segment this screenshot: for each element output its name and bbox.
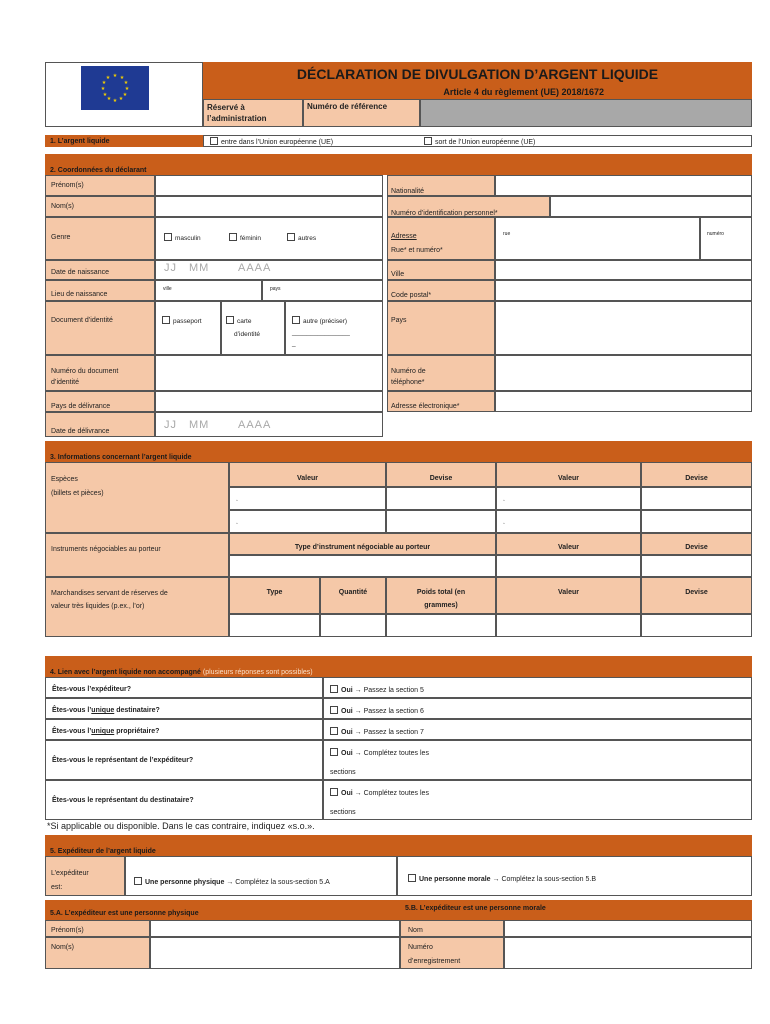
section-4-header: 4. Lien avec l’argent liquide non accompagné (plusieurs réponses sont possibles): [45, 656, 752, 677]
enters-eu-checkbox[interactable]: entre dans l’Union européenne (UE): [210, 137, 333, 147]
section-3-header: 3. Informations concernant l’argent liquide: [45, 441, 752, 462]
link-question-row: Êtes-vous l’unique propriétaire?: [45, 719, 323, 740]
cash-currency-field[interactable]: [641, 487, 752, 510]
city-label: Ville: [387, 260, 495, 280]
issue-date-label: Date de délivrance: [45, 412, 155, 437]
cash-currency-field[interactable]: [386, 487, 496, 510]
link-answer-checkbox[interactable]: Oui → Passez la section 5: [323, 677, 752, 698]
email-label: Adresse électronique*: [387, 391, 495, 412]
reference-number-label: Numéro de référence: [303, 99, 420, 127]
section-1-label: 1. L’argent liquide: [45, 135, 203, 147]
section-5a-header: 5.A. L’expéditeur est une personne physique: [45, 900, 400, 920]
personal-id-label: Numéro d’identification personnel*: [387, 196, 550, 217]
gender-male-checkbox[interactable]: masculin: [164, 233, 201, 243]
instrument-currency-field[interactable]: [641, 555, 752, 577]
passport-option[interactable]: passeport: [155, 301, 221, 355]
company-name-label: Nom: [400, 920, 504, 937]
cash-value-header-1: Valeur: [229, 462, 386, 487]
birth-country-field[interactable]: pays: [262, 280, 383, 301]
svg-text:★: ★: [123, 80, 129, 86]
house-number-field[interactable]: numéro: [700, 217, 752, 260]
id-card-option[interactable]: carte d’identité: [221, 301, 285, 355]
commodity-quantity-field[interactable]: [320, 614, 386, 637]
link-question-row: Êtes-vous le représentant de l’expéditeur?: [45, 740, 323, 780]
phone-field[interactable]: [495, 355, 752, 391]
natural-person-option[interactable]: Une personne physique → Complétez la sous-section 5.A: [125, 856, 397, 896]
document-number-field[interactable]: [155, 355, 383, 391]
section-5b-header: 5.B. L’expéditeur est une personne morale: [400, 900, 752, 920]
cash-value-field[interactable]: ◦: [229, 510, 386, 533]
registration-number-field[interactable]: [504, 937, 752, 969]
legal-person-option[interactable]: Une personne morale → Complétez la sous-section 5.B: [397, 856, 752, 896]
postal-code-label: Code postal*: [387, 280, 495, 301]
svg-text:★: ★: [106, 96, 112, 102]
document-number-label: Numéro du document d’identité: [45, 355, 155, 391]
personal-id-field[interactable]: [550, 196, 752, 217]
email-field[interactable]: [495, 391, 752, 412]
section-5-header: 5. Expéditeur de l’argent liquide: [45, 835, 752, 856]
page-subtitle: Article 4 du règlement (UE) 2018/1672: [443, 87, 604, 97]
reference-number-field[interactable]: [420, 99, 752, 127]
commodity-weight-header: Poids total (en grammes): [386, 577, 496, 614]
cash-currency-field[interactable]: [386, 510, 496, 533]
phone-label: Numéro de téléphone*: [387, 355, 495, 391]
gender-female-checkbox[interactable]: féminin: [229, 233, 261, 243]
footnote: *Si applicable ou disponible. Dans le cas contraire, indiquez «s.o.».: [47, 821, 315, 831]
instrument-value-header: Valeur: [496, 533, 641, 555]
cash-value-field[interactable]: ◦: [496, 510, 641, 533]
gender-label: Genre: [45, 217, 155, 260]
commodity-currency-field[interactable]: [641, 614, 752, 637]
issuing-country-label: Pays de délivrance: [45, 391, 155, 412]
address-label: Adresse Rue* et numéro*: [387, 217, 495, 260]
other-document-option[interactable]: autre (préciser) ________________ _: [285, 301, 383, 355]
gender-options: [155, 217, 383, 260]
commodity-weight-field[interactable]: [386, 614, 496, 637]
link-answer-checkbox[interactable]: Oui → Complétez toutes les sections: [323, 740, 752, 780]
section-2-header: 2. Coordonnées du déclarant: [45, 154, 752, 175]
commodity-quantity-header: Quantité: [320, 577, 386, 614]
instrument-type-field[interactable]: [229, 555, 496, 577]
cash-value-header-2: Valeur: [496, 462, 641, 487]
cash-value-field[interactable]: ◦: [496, 487, 641, 510]
link-answer-checkbox[interactable]: Oui → Passez la section 7: [323, 719, 752, 740]
registration-number-label: Numéro d’enregistrement: [400, 937, 504, 969]
sender-last-name-label: Nom(s): [45, 937, 150, 969]
sender-first-name-field[interactable]: [150, 920, 400, 937]
commodity-currency-header: Devise: [641, 577, 752, 614]
issuing-country-field[interactable]: [155, 391, 383, 412]
country-label: Pays: [387, 301, 495, 355]
cash-value-field[interactable]: ◦: [229, 487, 386, 510]
issue-date-field[interactable]: JJ MM AAAA: [155, 412, 383, 437]
svg-text:★: ★: [112, 98, 118, 104]
cash-currency-header-1: Devise: [386, 462, 496, 487]
last-name-field[interactable]: [155, 196, 383, 217]
svg-text:★: ★: [102, 92, 108, 98]
bearer-instruments-label: Instruments négociables au porteur: [45, 533, 229, 577]
link-question-row: Êtes-vous le représentant du destinataire?: [45, 780, 323, 820]
instrument-value-field[interactable]: [496, 555, 641, 577]
commodity-value-field[interactable]: [496, 614, 641, 637]
svg-text:★: ★: [105, 75, 111, 81]
first-name-field[interactable]: [155, 175, 383, 196]
nationality-label: Nationalité: [387, 175, 495, 196]
link-question-row: Êtes-vous l’expéditeur?: [45, 677, 323, 698]
country-field[interactable]: [495, 301, 752, 355]
instrument-currency-header: Devise: [641, 533, 752, 555]
svg-text:★: ★: [112, 73, 118, 79]
cash-currency-field[interactable]: [641, 510, 752, 533]
birth-date-field[interactable]: JJ MM AAAA: [155, 260, 383, 280]
city-field[interactable]: [495, 260, 752, 280]
svg-text:★: ★: [101, 80, 107, 86]
leaves-eu-checkbox[interactable]: sort de l’Union européenne (UE): [424, 137, 535, 147]
section-1-options: [203, 135, 752, 147]
link-question-row: Êtes-vous l’unique destinataire?: [45, 698, 323, 719]
title-banner: [203, 62, 752, 99]
reserved-admin-cell: Réservé à l’administration: [203, 99, 303, 127]
birth-date-label: Date de naissance: [45, 260, 155, 280]
gender-other-checkbox[interactable]: autres: [287, 233, 316, 243]
last-name-label: Nom(s): [45, 196, 155, 217]
company-name-field[interactable]: [504, 920, 752, 937]
commodity-type-header: Type: [229, 577, 320, 614]
svg-text:★: ★: [100, 86, 106, 92]
birth-city-field[interactable]: ville: [155, 280, 262, 301]
id-document-label: Document d’identité: [45, 301, 155, 355]
cash-label: Espèces (billets et pièces): [45, 462, 229, 533]
svg-text:★: ★: [118, 96, 124, 102]
sender-first-name-label: Prénom(s): [45, 920, 150, 937]
instrument-type-header: Type d’instrument négociable au porteur: [229, 533, 496, 555]
cash-currency-header-2: Devise: [641, 462, 752, 487]
svg-text:★: ★: [124, 86, 130, 92]
sender-is-label: L’expéditeur est:: [45, 856, 125, 896]
link-answer-checkbox[interactable]: Oui → Complétez toutes les sections: [323, 780, 752, 820]
eu-flag-icon: [81, 66, 149, 110]
page-title: DÉCLARATION DE DIVULGATION D’ARGENT LIQUIDE: [296, 66, 659, 82]
postal-code-field[interactable]: [495, 280, 752, 301]
svg-text:★: ★: [119, 75, 125, 81]
svg-text:★: ★: [122, 92, 128, 98]
nationality-field[interactable]: [495, 175, 752, 196]
sender-last-name-field[interactable]: [150, 937, 400, 969]
link-answer-checkbox[interactable]: Oui → Passez la section 6: [323, 698, 752, 719]
first-name-label: Prénom(s): [45, 175, 155, 196]
street-field[interactable]: rue: [495, 217, 700, 260]
commodities-label: Marchandises servant de réserves de valeur très liquides (p.ex., l’or): [45, 577, 229, 637]
birth-place-label: Lieu de naissance: [45, 280, 155, 301]
commodity-value-header: Valeur: [496, 577, 641, 614]
commodity-type-field[interactable]: [229, 614, 320, 637]
